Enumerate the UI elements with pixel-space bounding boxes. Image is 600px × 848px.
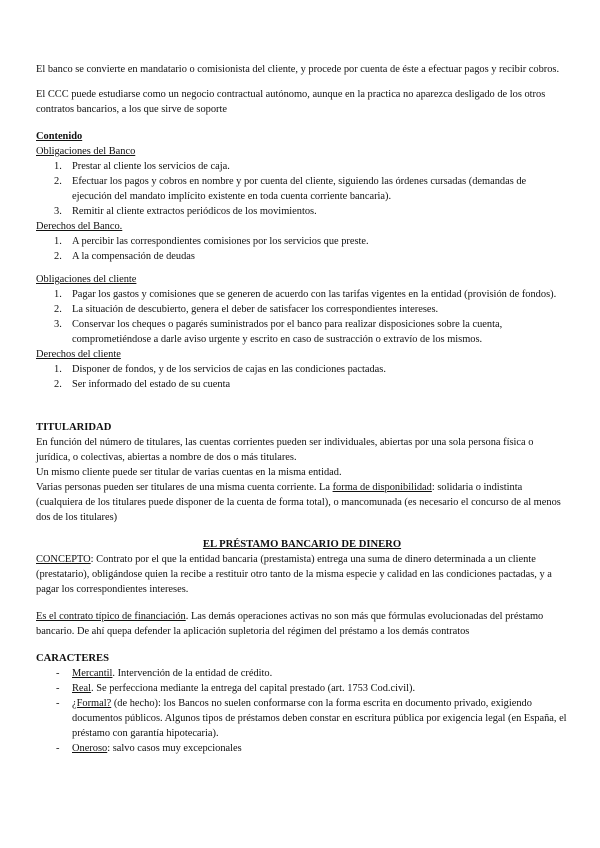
tipico-paragraph-continued: bancario. De ahí quepa defender la aplicación supletoria del régimen del préstamo a los demás contratos (36, 626, 470, 637)
intro-paragraph-1: El banco se convierte en mandatario o comisionista del cliente, y procede por cuenta de éste a efectuar pagos y recibir cobros. (36, 64, 560, 75)
titularidad-heading: TITULARIDAD (36, 422, 112, 433)
list-item: 2. A la compensación de deudas (54, 251, 195, 262)
list-item: - Real. Se perfecciona mediante la entrega del capital prestado (art. 1753 Cod.civil). (56, 683, 416, 694)
list-item: 3. Conservar los cheques o pagarés suministrados por el banco para realizar disposiciones sobre la cuenta, comprometiéndose a darle aviso urgente y escrito en caso de sustracción o extravío de los mismos. (54, 319, 503, 345)
derechos-cliente-title: Derechos del cliente (36, 349, 121, 360)
tipico-paragraph: Es el contrato típico de financiación. Las demás operaciones activas no son más que fórmulas evolucionadas del préstamo (36, 611, 544, 622)
caracteres-heading: CARACTERES (36, 653, 109, 664)
titularidad-paragraph-1: En función del número de titulares, las cuentas corrientes pueden ser individuales, abiertas por una sola persona física o jurídica, o colectivas, abiertas a nombre de dos o más titulares. (36, 437, 534, 463)
obligaciones-banco-list (36, 159, 568, 219)
derechos-banco-list (36, 234, 568, 264)
derechos-cliente-list (36, 362, 568, 392)
document-page (36, 62, 568, 756)
list-item: 2. Ser informado del estado de su cuenta (54, 379, 231, 390)
titularidad-paragraph-2: Un mismo cliente puede ser titular de varias cuentas en la misma entidad. (36, 467, 342, 478)
contenido-heading: Contenido (36, 131, 83, 142)
derechos-banco-title: Derechos del Banco. (36, 221, 123, 232)
list-item: - Oneroso: salvo casos muy excepcionales (56, 743, 242, 754)
forma-disponibilidad-term: forma de disponibilidad (332, 482, 432, 493)
tipico-label: Es el contrato típico de financiación (36, 611, 186, 622)
list-item: - Mercantil. Intervención de la entidad de crédito. (56, 668, 273, 679)
obligaciones-banco-title: Obligaciones del Banco (36, 146, 136, 157)
prestamo-heading: EL PRÉSTAMO BANCARIO DE DINERO (202, 539, 402, 550)
list-item: 1. Disponer de fondos, y de los servicios de cajas en las condiciones pactadas. (54, 364, 386, 375)
list-item: 1. A percibir las correspondientes comisiones por los servicios que preste. (54, 236, 369, 247)
caracteres-list (36, 666, 568, 756)
list-item: 3. Remitir al cliente extractos periódicos de los movimientos. (54, 206, 317, 217)
concepto-label: CONCEPTO (36, 554, 91, 565)
obligaciones-cliente-list (36, 287, 568, 347)
list-item: 1. Pagar los gastos y comisiones que se generen de acuerdo con las tarifas vigentes en la entidad (provisión de fondos). (54, 289, 557, 300)
list-item: 1. Prestar al cliente los servicios de caja. (54, 161, 230, 172)
concepto-paragraph: CONCEPTO: Contrato por el que la entidad bancaria (prestamista) entrega una suma de dinero determinada a un cliente (prestatario), obligándose quien la recibe a restituir otro tanto de la misma especie y calidad en las condiciones pactadas, y a pagar los correspondientes intereses. (36, 554, 552, 595)
list-item: 2. Efectuar los pagos y cobros en nombre y por cuenta del cliente, siguiendo las órdenes cursadas (demandas de ejecución del mandato implícito existente en toda cuenta corriente bancaria). (54, 176, 527, 202)
list-item: 2. La situación de descubierto, genera el deber de satisfacer los correspondientes intereses. (54, 304, 439, 315)
intro-paragraph-2: El CCC puede estudiarse como un negocio contractual autónomo, aunque en la practica no aparezca desligado de los otros contratos bancarios, a los que sirve de soporte (36, 89, 546, 115)
obligaciones-cliente-title: Obligaciones del cliente (36, 274, 137, 285)
list-item: - ¿Formal? (de hecho): los Bancos no suelen conformarse con la forma escrita en documento privado, exigiendo documentos públicos. Algunos tipos de préstamos deben constar en escritura pública por exigencia legal (en España, el préstamo con garantía hipotecaria). (56, 698, 567, 739)
titularidad-paragraph-3: Varias personas pueden ser titulares de una misma cuenta corriente. La forma de disponibilidad: solidaria o indistinta (cualquiera de los titulares puede disponer de la cuenta de forma total), o mancomunada (es necesario el concurso de al menos dos de los titulares) (36, 482, 561, 523)
